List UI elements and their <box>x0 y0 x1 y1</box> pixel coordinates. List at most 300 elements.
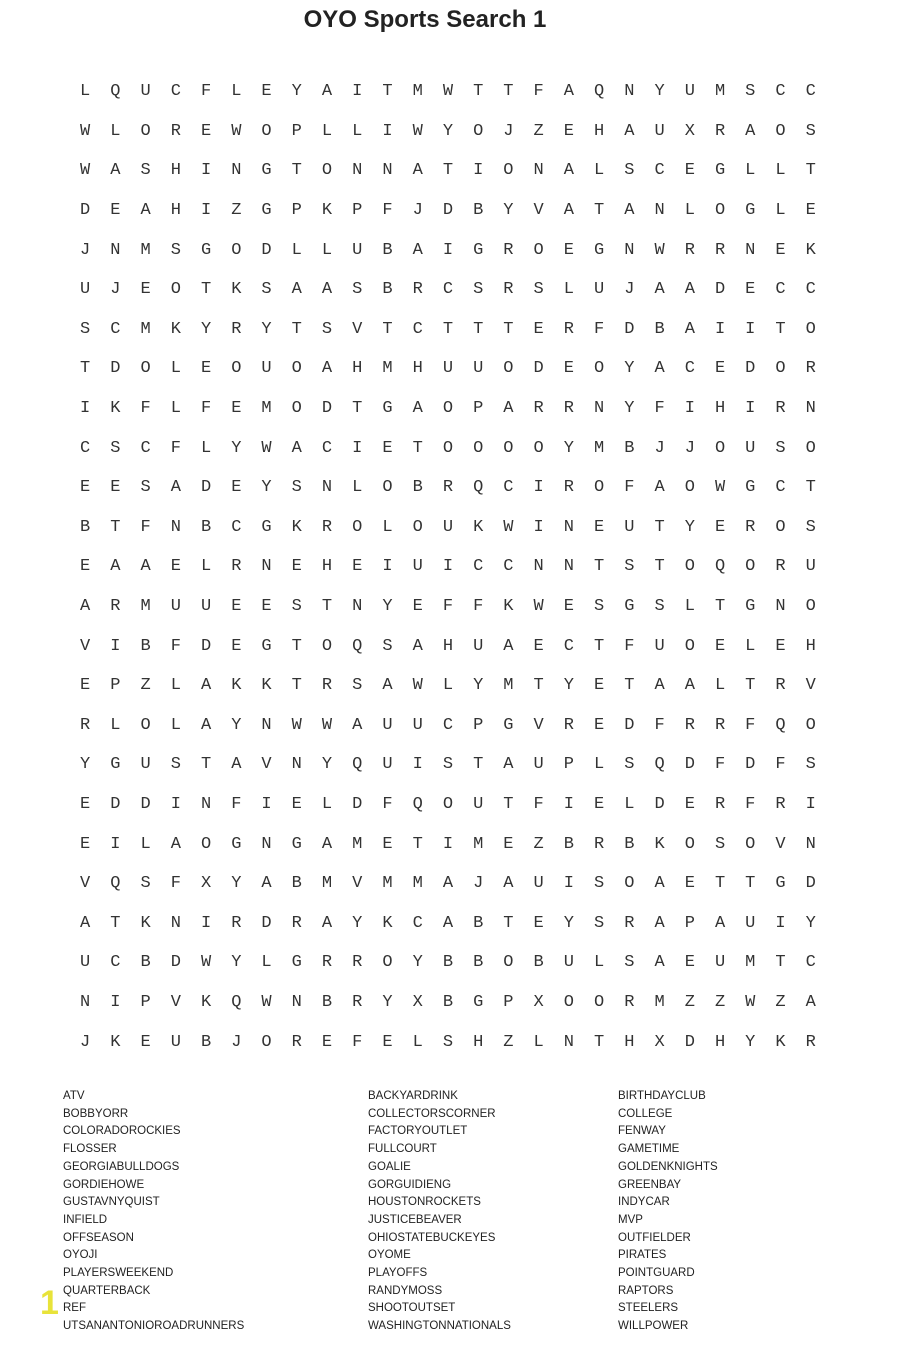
grid-letter: U <box>382 755 393 775</box>
grid-letter: L <box>563 280 574 300</box>
grid-letter: L <box>594 755 605 775</box>
grid-letter: Z <box>231 201 242 221</box>
grid-letter: S <box>352 676 363 696</box>
grid-letter: A <box>503 874 514 894</box>
word-list-item: OYOJI <box>63 1249 98 1262</box>
grid-letter: U <box>200 597 212 617</box>
grid-row <box>70 191 830 231</box>
grid-letter: O <box>775 359 786 379</box>
grid-letter: Z <box>775 992 786 1012</box>
grid-letter: Y <box>231 874 242 894</box>
grid-letter: B <box>291 874 302 894</box>
grid-letter: O <box>624 874 635 894</box>
grid-letter: W <box>321 715 333 735</box>
word-list-item: INDYCAR <box>618 1196 670 1209</box>
grid-letter: E <box>291 557 302 577</box>
grid-letter: M <box>140 240 151 260</box>
grid-letter: D <box>170 953 181 973</box>
grid-letter: L <box>170 676 181 696</box>
grid-letter: A <box>654 874 665 894</box>
grid-letter: A <box>352 715 363 735</box>
grid-letter: E <box>563 240 574 260</box>
grid-letter: C <box>654 161 665 181</box>
grid-letter: U <box>533 874 544 894</box>
grid-letter: W <box>80 121 91 141</box>
grid-letter: R <box>533 399 544 419</box>
grid-letter: W <box>291 715 302 735</box>
grid-letter: I <box>714 319 726 339</box>
grid-letter: T <box>503 913 514 933</box>
grid-letter: I <box>110 834 121 854</box>
grid-letter: J <box>80 1032 91 1052</box>
grid-letter: Y <box>563 676 574 696</box>
grid-letter: E <box>594 676 605 696</box>
grid-letter: U <box>170 1032 181 1052</box>
grid-letter: D <box>200 636 212 656</box>
grid-letter: S <box>110 438 121 458</box>
grid-letter: J <box>503 121 514 141</box>
grid-letter: E <box>261 82 272 102</box>
grid-letter: S <box>321 319 333 339</box>
grid-letter: X <box>533 992 544 1012</box>
grid-letter: W <box>745 992 756 1012</box>
grid-row <box>70 824 830 864</box>
grid-letter: B <box>473 913 484 933</box>
grid-letter: P <box>291 201 302 221</box>
grid-letter: I <box>563 874 574 894</box>
grid-letter: C <box>563 636 574 656</box>
grid-letter: E <box>80 676 91 696</box>
grid-letter: T <box>473 82 484 102</box>
grid-letter: K <box>231 280 242 300</box>
grid-letter: G <box>261 201 272 221</box>
grid-letter: S <box>594 597 605 617</box>
grid-letter: L <box>140 834 151 854</box>
grid-letter: F <box>140 517 151 537</box>
grid-letter: W <box>503 517 514 537</box>
grid-letter: I <box>261 794 272 814</box>
grid-letter: K <box>382 913 393 933</box>
grid-letter: I <box>563 794 574 814</box>
grid-letter: A <box>684 319 695 339</box>
grid-letter: E <box>200 359 212 379</box>
grid-letter: J <box>684 438 695 458</box>
grid-letter: S <box>775 438 786 458</box>
grid-letter: T <box>745 676 756 696</box>
grid-letter: T <box>200 755 212 775</box>
grid-row <box>70 587 830 627</box>
grid-letter: S <box>654 597 665 617</box>
grid-letter: N <box>80 992 91 1012</box>
grid-row <box>70 943 830 983</box>
grid-letter: M <box>654 992 665 1012</box>
grid-letter: O <box>200 834 212 854</box>
grid-letter: S <box>745 82 756 102</box>
grid-letter: D <box>624 319 635 339</box>
grid-letter: C <box>503 478 514 498</box>
grid-letter: I <box>745 319 756 339</box>
grid-letter: D <box>745 359 756 379</box>
grid-letter: I <box>170 794 181 814</box>
grid-letter: O <box>412 517 423 537</box>
grid-letter: O <box>805 597 816 617</box>
grid-letter: I <box>442 834 454 854</box>
grid-letter: E <box>714 636 726 656</box>
grid-letter: B <box>382 280 393 300</box>
grid-letter: R <box>775 557 786 577</box>
grid-letter: F <box>231 794 242 814</box>
grid-letter: M <box>473 834 484 854</box>
word-list-item: BOBBYORR <box>63 1107 129 1120</box>
grid-letter: T <box>382 319 393 339</box>
grid-letter: Y <box>624 399 635 419</box>
word-list-item: INFIELD <box>63 1213 108 1226</box>
grid-letter: C <box>412 913 423 933</box>
grid-letter: W <box>533 597 544 617</box>
grid-letter: Y <box>231 715 242 735</box>
grid-letter: M <box>745 953 756 973</box>
grid-letter: F <box>382 794 393 814</box>
grid-letter: U <box>473 636 484 656</box>
grid-letter: Y <box>442 121 454 141</box>
grid-letter: R <box>563 319 574 339</box>
grid-letter: F <box>170 874 181 894</box>
grid-letter: A <box>624 201 635 221</box>
grid-letter: C <box>775 478 786 498</box>
grid-letter: H <box>473 1032 484 1052</box>
grid-letter: A <box>624 121 635 141</box>
grid-letter: O <box>563 992 574 1012</box>
grid-letter: T <box>594 201 605 221</box>
grid-letter: O <box>140 359 151 379</box>
grid-letter: R <box>624 913 635 933</box>
grid-letter: E <box>231 597 242 617</box>
grid-letter: I <box>533 478 544 498</box>
grid-letter: N <box>291 755 302 775</box>
grid-letter: H <box>714 399 726 419</box>
grid-letter: K <box>140 913 151 933</box>
grid-letter: E <box>382 1032 393 1052</box>
grid-letter: I <box>200 201 212 221</box>
grid-letter: T <box>110 517 121 537</box>
grid-letter: A <box>80 597 91 617</box>
grid-letter: C <box>110 953 121 973</box>
grid-letter: T <box>624 676 635 696</box>
grid-letter: Y <box>200 319 212 339</box>
grid-letter: K <box>473 517 484 537</box>
grid-letter: L <box>594 161 605 181</box>
grid-letter: A <box>442 913 454 933</box>
grid-letter: N <box>352 597 363 617</box>
grid-letter: J <box>412 201 423 221</box>
grid-letter: T <box>442 161 454 181</box>
grid-letter: U <box>805 557 816 577</box>
word-list-item: OHIOSTATEBUCKEYES <box>368 1231 496 1244</box>
grid-letter: A <box>140 201 151 221</box>
grid-row <box>70 626 830 666</box>
page-number: 1 <box>40 1284 59 1322</box>
grid-letter: O <box>140 715 151 735</box>
word-list-item: FLOSSER <box>63 1143 117 1156</box>
grid-letter: N <box>261 715 272 735</box>
grid-letter: U <box>412 715 423 735</box>
grid-letter: S <box>80 319 91 339</box>
grid-letter: S <box>170 240 181 260</box>
grid-letter: E <box>382 438 393 458</box>
grid-letter: R <box>352 953 363 973</box>
grid-letter: O <box>231 240 242 260</box>
grid-letter: Q <box>231 992 242 1012</box>
grid-letter: C <box>775 280 786 300</box>
grid-letter: U <box>261 359 272 379</box>
grid-letter: R <box>563 715 574 735</box>
grid-row <box>70 983 830 1023</box>
word-list-item: GREENBAY <box>618 1178 682 1191</box>
grid-letter: M <box>382 359 393 379</box>
grid-letter: Q <box>594 82 605 102</box>
grid-letter: T <box>110 913 121 933</box>
grid-letter: G <box>291 834 302 854</box>
grid-letter: C <box>805 280 816 300</box>
grid-letter: Y <box>412 953 423 973</box>
grid-letter: N <box>654 201 665 221</box>
grid-letter: D <box>805 874 816 894</box>
grid-letter: L <box>382 517 393 537</box>
grid-letter: X <box>412 992 423 1012</box>
grid-letter: W <box>80 161 91 181</box>
grid-letter: L <box>745 161 756 181</box>
grid-letter: K <box>261 676 272 696</box>
grid-letter: B <box>533 953 544 973</box>
grid-letter: A <box>503 636 514 656</box>
grid-letter: E <box>775 240 786 260</box>
grid-letter: A <box>321 913 333 933</box>
grid-letter: Y <box>382 597 393 617</box>
grid-letter: O <box>714 201 726 221</box>
grid-letter: T <box>291 676 302 696</box>
grid-letter: C <box>684 359 695 379</box>
word-list-item: FACTORYOUTLET <box>368 1125 468 1138</box>
grid-letter: Q <box>775 715 786 735</box>
grid-letter: U <box>442 517 454 537</box>
grid-letter: E <box>291 794 302 814</box>
grid-letter: U <box>352 240 363 260</box>
grid-letter: A <box>291 438 302 458</box>
grid-letter: P <box>684 913 695 933</box>
grid-letter: R <box>412 280 423 300</box>
grid-letter: G <box>503 715 514 735</box>
grid-letter: C <box>805 953 816 973</box>
word-list-item: ATV <box>63 1090 85 1102</box>
grid-letter: K <box>200 992 212 1012</box>
grid-letter: U <box>382 715 393 735</box>
grid-letter: W <box>261 438 272 458</box>
grid-letter: R <box>291 1032 302 1052</box>
grid-letter: E <box>775 636 786 656</box>
grid-letter: Q <box>352 755 363 775</box>
grid-letter: D <box>80 201 91 221</box>
grid-letter: L <box>624 794 635 814</box>
grid-letter: K <box>110 399 121 419</box>
grid-letter: E <box>563 359 574 379</box>
grid-letter: S <box>473 280 484 300</box>
word-list-item: OUTFIELDER <box>618 1231 691 1244</box>
grid-letter: L <box>684 597 695 617</box>
grid-letter: Z <box>140 676 151 696</box>
grid-letter: N <box>563 557 574 577</box>
grid-letter: T <box>654 517 665 537</box>
grid-letter: G <box>473 992 484 1012</box>
grid-letter: P <box>140 992 151 1012</box>
grid-letter: V <box>352 874 363 894</box>
grid-letter: E <box>594 517 605 537</box>
grid-letter: L <box>170 359 181 379</box>
grid-letter: K <box>170 319 181 339</box>
grid-letter: E <box>110 478 121 498</box>
grid-letter: U <box>594 280 605 300</box>
grid-letter: F <box>140 399 151 419</box>
grid-letter: F <box>352 1032 363 1052</box>
grid-letter: V <box>170 992 181 1012</box>
grid-letter: W <box>261 992 272 1012</box>
grid-row <box>70 1022 830 1062</box>
grid-letter: R <box>684 240 695 260</box>
grid-letter: X <box>200 874 212 894</box>
word-list-item: WASHINGTONNATIONALS <box>368 1320 511 1333</box>
grid-letter: U <box>140 82 151 102</box>
grid-letter: B <box>80 517 91 537</box>
grid-letter: E <box>110 201 121 221</box>
grid-letter: S <box>140 478 151 498</box>
grid-letter: E <box>745 280 756 300</box>
word-list-item: OYOME <box>368 1249 411 1262</box>
grid-letter: S <box>624 557 635 577</box>
grid-letter: U <box>473 359 484 379</box>
grid-letter: R <box>805 1032 816 1052</box>
grid-letter: R <box>321 676 333 696</box>
grid-letter: I <box>805 794 816 814</box>
grid-letter: J <box>80 240 91 260</box>
grid-letter: E <box>80 794 91 814</box>
grid-letter: H <box>805 636 816 656</box>
grid-letter: A <box>110 161 121 181</box>
grid-letter: Q <box>714 557 726 577</box>
grid-letter: W <box>412 121 423 141</box>
grid-letter: E <box>684 161 695 181</box>
grid-letter: L <box>170 715 181 735</box>
grid-letter: R <box>321 953 333 973</box>
grid-letter: Z <box>714 992 726 1012</box>
grid-letter: L <box>684 201 695 221</box>
grid-letter: P <box>291 121 302 141</box>
grid-letter: A <box>563 82 574 102</box>
grid-letter: H <box>352 359 363 379</box>
grid-letter: R <box>80 715 91 735</box>
grid-letter: R <box>714 715 726 735</box>
grid-letter: O <box>170 280 181 300</box>
grid-letter: N <box>533 161 544 181</box>
grid-letter: N <box>170 517 181 537</box>
grid-letter: A <box>654 953 665 973</box>
grid-letter: H <box>321 557 333 577</box>
grid-letter: L <box>321 794 333 814</box>
grid-letter: Q <box>473 478 484 498</box>
grid-letter: D <box>352 794 363 814</box>
grid-letter: G <box>775 874 786 894</box>
grid-letter: B <box>654 319 665 339</box>
grid-letter: N <box>563 1032 574 1052</box>
grid-letter: T <box>291 319 302 339</box>
grid-letter: L <box>110 715 121 735</box>
grid-letter: A <box>412 399 423 419</box>
grid-letter: U <box>473 794 484 814</box>
grid-letter: B <box>442 992 454 1012</box>
grid-letter: T <box>594 636 605 656</box>
grid-letter: G <box>200 240 212 260</box>
grid-letter: A <box>503 399 514 419</box>
grid-letter: E <box>80 478 91 498</box>
grid-letter: D <box>714 280 726 300</box>
grid-letter: U <box>80 953 91 973</box>
grid-letter: P <box>473 715 484 735</box>
grid-letter: S <box>291 597 302 617</box>
grid-letter: K <box>805 240 816 260</box>
grid-letter: A <box>412 240 423 260</box>
grid-letter: T <box>775 319 786 339</box>
grid-letter: S <box>170 755 181 775</box>
grid-letter: T <box>594 1032 605 1052</box>
grid-letter: I <box>200 161 212 181</box>
grid-letter: A <box>261 874 272 894</box>
grid-letter: F <box>624 478 635 498</box>
word-list-item: OFFSEASON <box>63 1231 134 1244</box>
grid-letter: E <box>80 557 91 577</box>
grid-letter: T <box>473 319 484 339</box>
grid-letter: T <box>80 359 91 379</box>
grid-letter: U <box>442 359 454 379</box>
grid-letter: N <box>110 240 121 260</box>
grid-letter: I <box>533 517 544 537</box>
grid-row <box>70 745 830 785</box>
grid-letter: U <box>624 517 635 537</box>
grid-letter: R <box>563 478 574 498</box>
grid-letter: C <box>140 438 151 458</box>
grid-letter: N <box>624 240 635 260</box>
grid-letter: R <box>231 319 242 339</box>
grid-letter: R <box>745 517 756 537</box>
grid-row <box>70 151 830 191</box>
grid-letter: T <box>412 438 423 458</box>
grid-letter: R <box>775 676 786 696</box>
grid-letter: O <box>503 359 514 379</box>
grid-letter: Z <box>533 121 544 141</box>
grid-letter: Y <box>291 82 302 102</box>
grid-letter: Y <box>563 438 574 458</box>
grid-letter: N <box>321 478 333 498</box>
grid-letter: L <box>321 121 333 141</box>
grid-letter: A <box>110 557 121 577</box>
grid-letter: V <box>805 676 816 696</box>
grid-letter: L <box>775 201 786 221</box>
grid-letter: E <box>352 557 363 577</box>
grid-letter: T <box>503 82 514 102</box>
word-list-item: FULLCOURT <box>368 1143 437 1156</box>
grid-letter: V <box>775 834 786 854</box>
grid-letter: R <box>594 834 605 854</box>
grid-letter: E <box>684 794 695 814</box>
grid-letter: N <box>805 399 816 419</box>
grid-letter: S <box>291 478 302 498</box>
